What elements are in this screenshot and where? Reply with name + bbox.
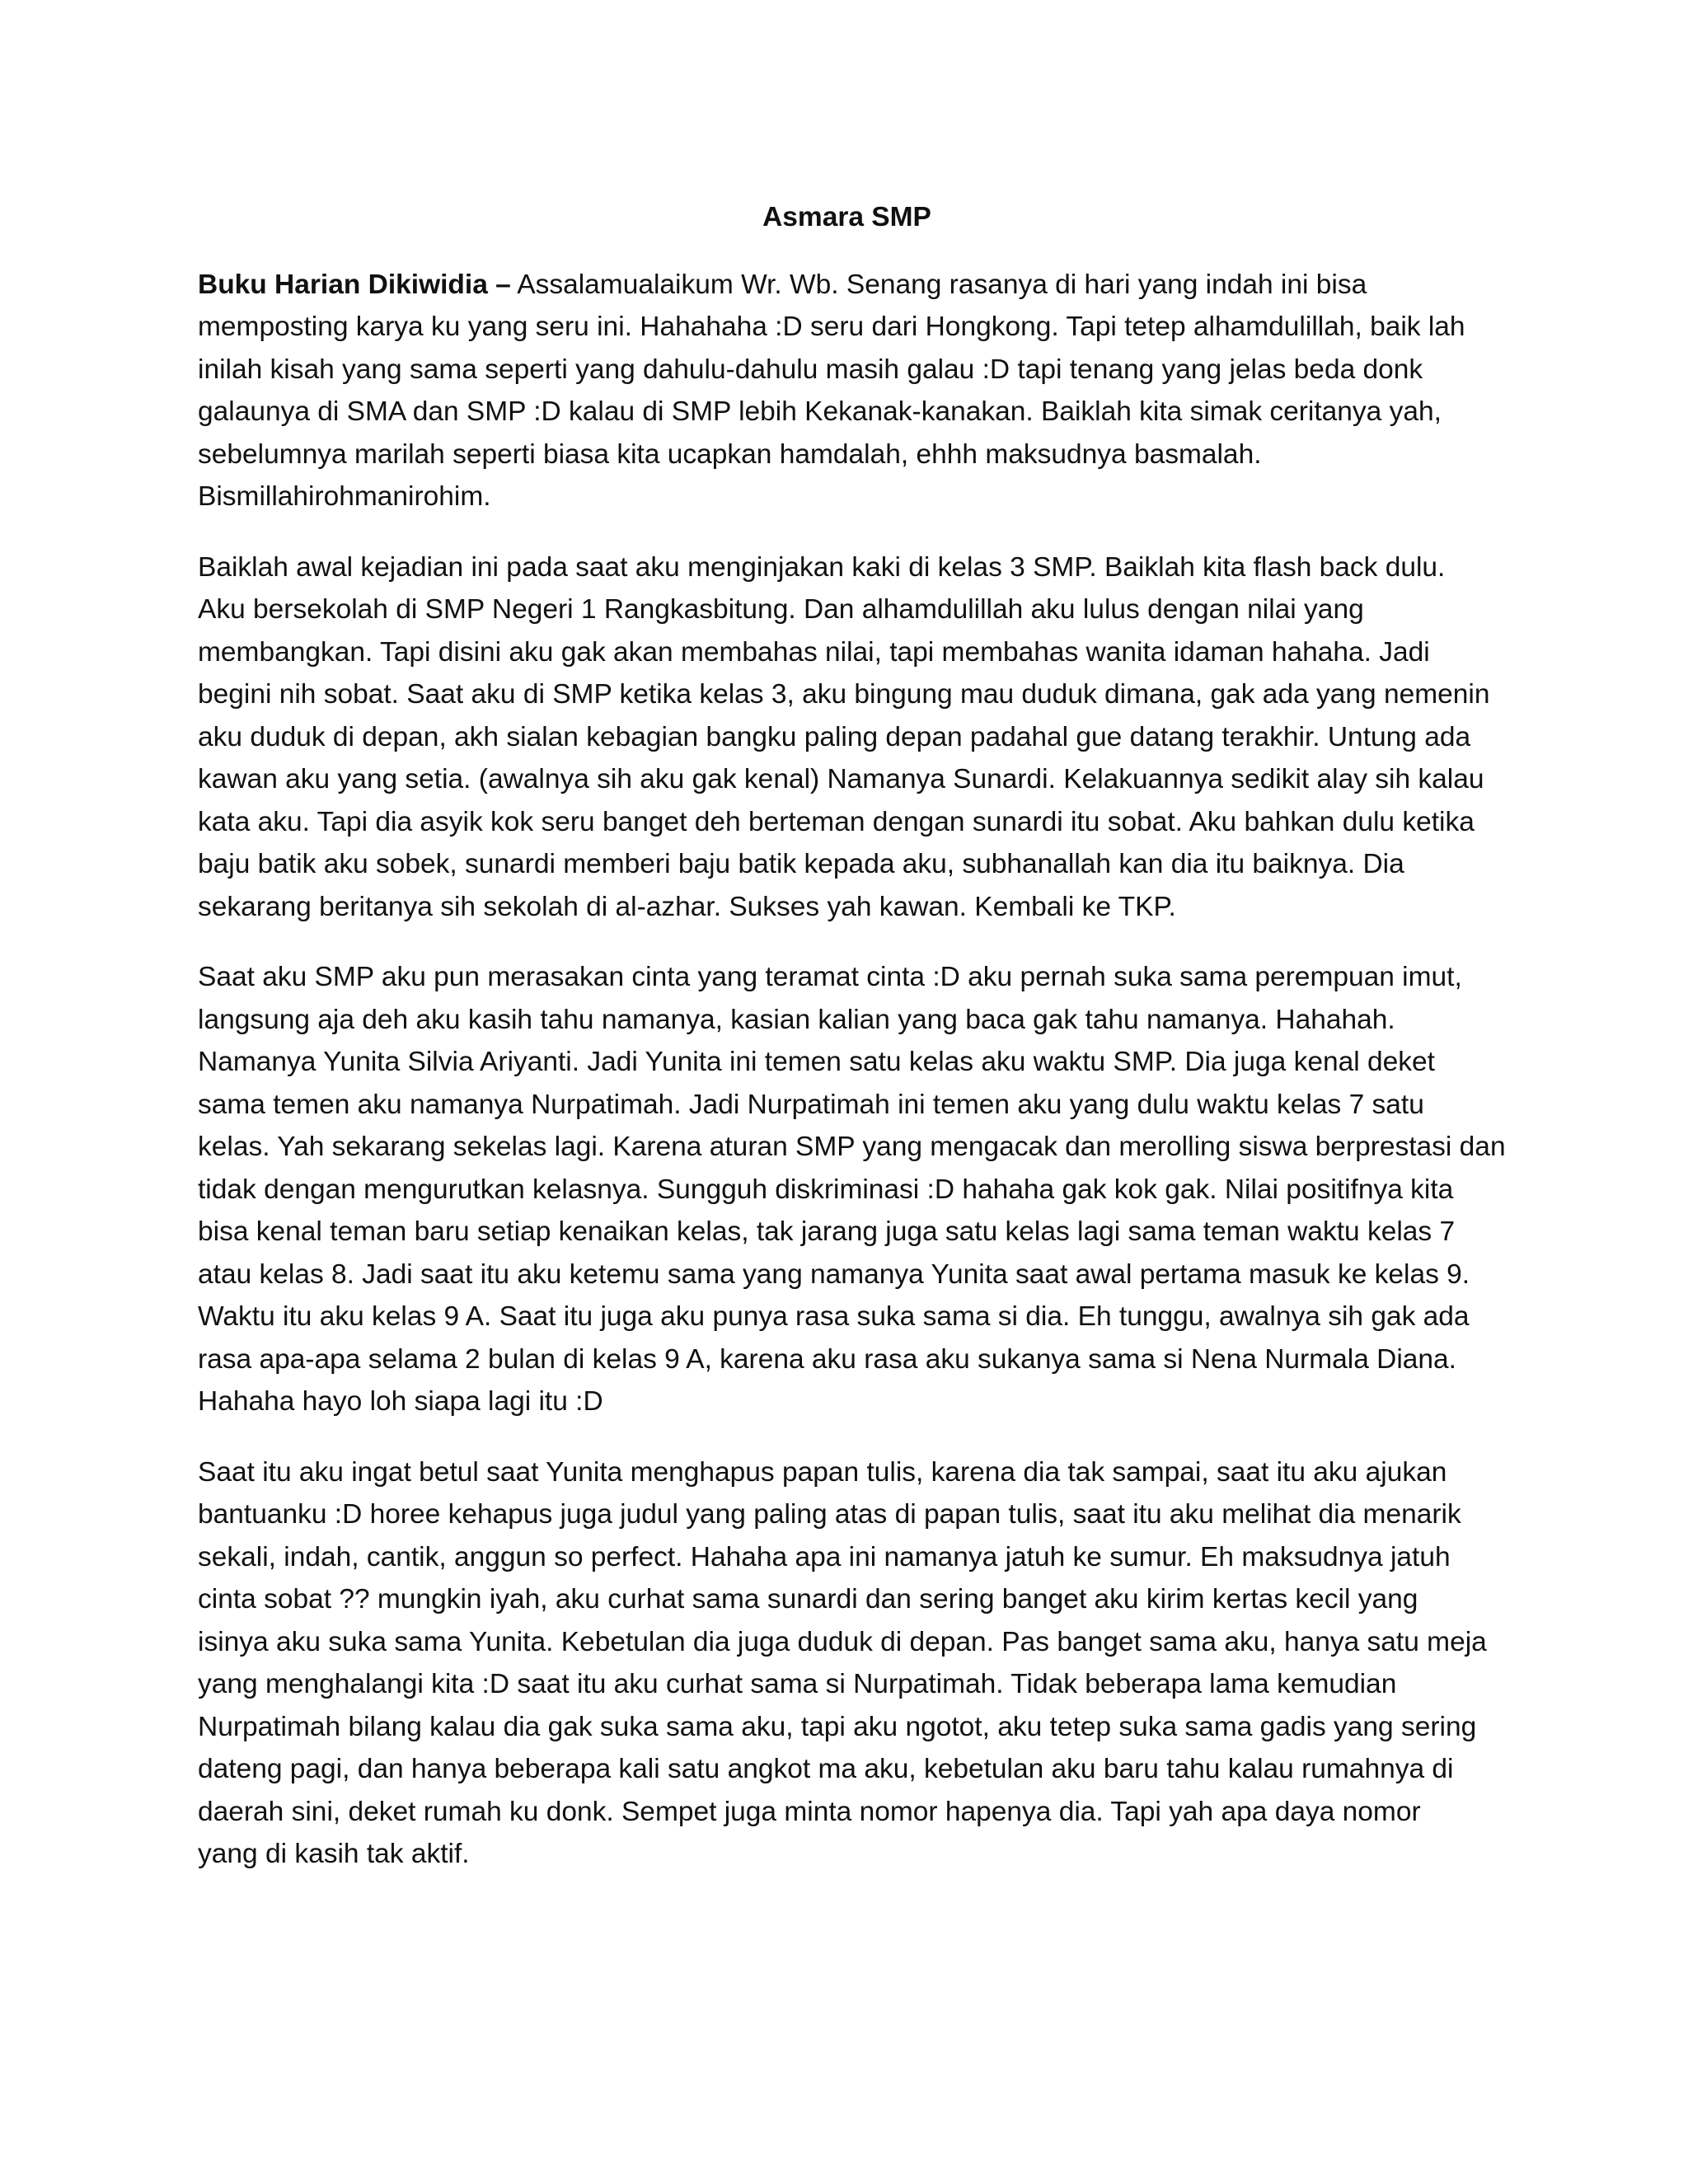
paragraph-line: Aku bersekolah di SMP Negeri 1 Rangkasbitung. Dan alhamdulillah aku lulus dengan nilai yang — [198, 594, 1364, 625]
paragraph-line: sekarang beritanya sih sekolah di al-azhar. Sukses yah kawan. Kembali ke TKP. — [198, 891, 1176, 922]
paragraph-line: membangkan. Tapi disini aku gak akan membahas nilai, tapi membahas wanita idaman hahaha. Jadi — [198, 636, 1430, 668]
paragraph-line: dateng pagi, dan hanya beberapa kali satu angkot ma aku, kebetulan aku baru tahu kalau rumahnya di — [198, 1754, 1454, 1784]
paragraph-line: Baiklah awal kejadian ini pada saat aku menginjakan kaki di kelas 3 SMP. Baiklah kita flash back dulu. — [198, 551, 1446, 583]
paragraph-line: galaunya di SMA dan SMP :D kalau di SMP lebih Kekanak-kanakan. Baiklah kita simak ceritanya yah, — [198, 396, 1442, 427]
paragraph-line: sama temen aku namanya Nurpatimah. Jadi Nurpatimah ini temen aku yang dulu waktu kelas 7 satu — [198, 1089, 1424, 1120]
paragraph-line: memposting karya ku yang seru ini. Hahahaha :D seru dari Hongkong. Tapi tetep alhamdulillah, baik lah — [198, 312, 1465, 342]
paragraph-line: sebelumnya marilah seperti biasa kita ucapkan hamdalah, ehhh maksudnya basmalah. — [198, 438, 1262, 470]
paragraph-line: kawan aku yang setia. (awalnya sih aku gak kenal) Namanya Sunardi. Kelakuannya sedikit alay sih kalau — [198, 764, 1484, 794]
paragraph-line: yang menghalangi kita :D saat itu aku curhat sama si Nurpatimah. Tidak beberapa lama kemudian — [198, 1669, 1397, 1699]
paragraph-line: daerah sini, deket rumah ku donk. Sempet juga minta nomor hapenya dia. Tapi yah apa daya nomor — [198, 1796, 1421, 1827]
paragraph-line: Namanya Yunita Silvia Ariyanti. Jadi Yunita ini temen satu kelas aku waktu SMP. Dia juga kenal deket — [198, 1047, 1435, 1077]
paragraph-line: yang di kasih tak aktif. — [198, 1839, 470, 1869]
paragraph-line: rasa apa-apa selama 2 bulan di kelas 9 A, karena aku rasa aku sukanya sama si Nena Nurmala Diana. — [198, 1343, 1456, 1375]
paragraph-line: begini nih sobat. Saat aku di SMP ketika kelas 3, aku bingung mau duduk dimana, gak ada yang nemenin — [198, 679, 1490, 710]
paragraph-line — [198, 264, 1496, 307]
paragraph-line: isinya aku suka sama Yunita. Kebetulan dia juga duduk di depan. Pas banget sama aku, hanya satu meja — [198, 1626, 1487, 1657]
document-body — [198, 196, 1506, 1904]
paragraph-line: tidak dengan mengurutkan kelasnya. Sungguh diskriminasi :D hahaha gak kok gak. Nilai positifnya kita — [198, 1174, 1454, 1205]
paragraph-line: Nurpatimah bilang kalau dia gak suka sama aku, tapi aku ngotot, aku tetep suka sama gadis yang sering — [198, 1711, 1477, 1742]
paragraph-line: bisa kenal teman baru setiap kenaikan kelas, tak jarang juga satu kelas lagi sama teman waktu kelas 7 — [198, 1216, 1456, 1247]
paragraph-line: Saat aku SMP aku pun merasakan cinta yang teramat cinta :D aku pernah suka sama perempuan imut, — [198, 962, 1462, 992]
paragraph-line: Saat itu aku ingat betul saat Yunita menghapus papan tulis, karena dia tak sampai, saat itu aku ajukan — [198, 1456, 1447, 1488]
paragraph-line: inilah kisah yang sama seperti yang dahulu-dahulu masih galau :D tapi tenang yang jelas beda donk — [198, 354, 1423, 385]
paragraph-line: atau kelas 8. Jadi saat itu aku ketemu sama yang namanya Yunita saat awal pertama masuk ke kelas 9. — [198, 1258, 1470, 1290]
intro-first-line: Assalamualaikum Wr. Wb. Senang rasanya di hari yang indah ini bisa — [510, 269, 1367, 300]
paragraph-line: sekali, indah, cantik, anggun so perfect. Hahaha apa ini namanya jatuh ke sumur. Eh maksudnya jatuh — [198, 1541, 1451, 1572]
paragraph-line: bantuanku :D horee kehapus juga judul yang paling atas di papan tulis, saat itu aku melihat dia menarik — [198, 1499, 1461, 1530]
paragraph-line: Hahaha hayo loh siapa lagi itu :D — [198, 1386, 603, 1417]
paragraph-line: cinta sobat ?? mungkin iyah, aku curhat sama sunardi dan sering banget aku kirim kertas kecil yang — [198, 1584, 1418, 1615]
paragraph-line: kata aku. Tapi dia asyik kok seru banget deh berteman dengan sunardi itu sobat. Aku bahkan dulu ketika — [198, 806, 1475, 837]
document-title: Asmara SMP — [762, 202, 931, 232]
paragraph-4 — [198, 1451, 1496, 1876]
intro-lead: Buku Harian Dikiwidia – — [198, 269, 511, 300]
paragraph-intro — [198, 264, 1496, 518]
paragraph-line: kelas. Yah sekarang sekelas lagi. Karena aturan SMP yang mengacak dan merolling siswa berprestasi dan — [198, 1132, 1506, 1162]
paragraph-line: Bismillahirohmanirohim. — [198, 481, 491, 512]
paragraph-2 — [198, 546, 1496, 929]
paragraph-line: aku duduk di depan, akh sialan kebagian bangku paling depan padahal gue datang terakhir. Untung ada — [198, 721, 1471, 752]
paragraph-line: langsung aja deh aku kasih tahu namanya, kasian kalian yang baca gak tahu namanya. Hahahah. — [198, 1004, 1395, 1035]
paragraph-line: baju batik aku sobek, sunardi memberi baju batik kepada aku, subhanallah kan dia itu baiknya. Dia — [198, 849, 1404, 879]
paragraph-3 — [198, 956, 1506, 1423]
paragraph-line: Waktu itu aku kelas 9 A. Saat itu juga aku punya rasa suka sama si dia. Eh tunggu, awalnya sih gak ada — [198, 1301, 1470, 1332]
